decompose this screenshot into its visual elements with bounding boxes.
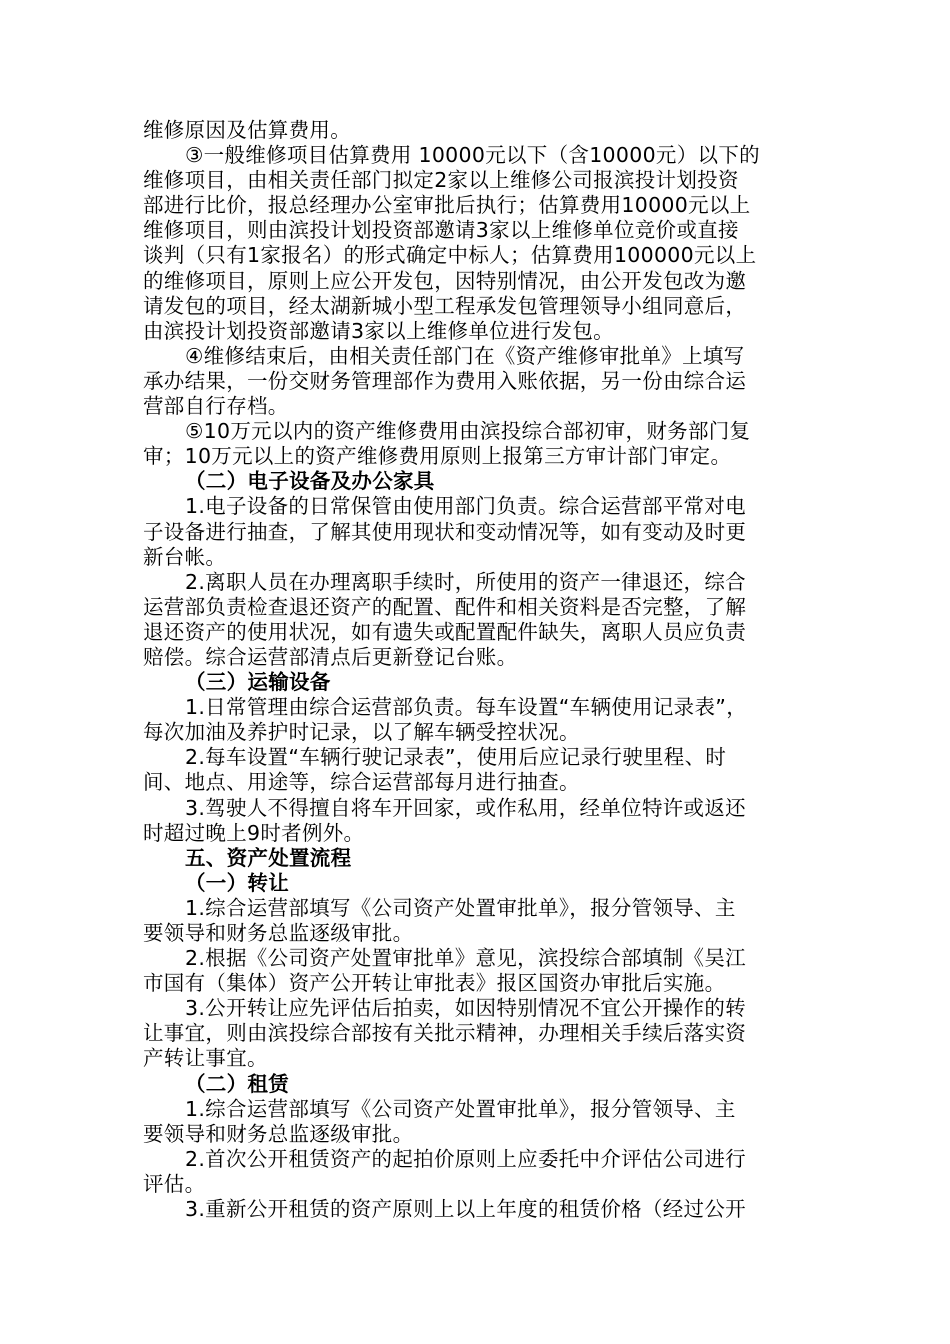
paragraph-line: 2.离职人员在办理离职手续时，所使用的资产一律退还，综合 bbox=[185, 569, 746, 594]
paragraph-line: 2.每车设置“车辆行驶记录表”，使用后应记录行驶里程、时 bbox=[185, 745, 727, 770]
section-heading: 五、资产处置流程 bbox=[185, 845, 352, 870]
paragraph-line: 审；10万元以上的资产维修费用原则上报第三方审计部门审定。 bbox=[143, 444, 732, 469]
paragraph-line: 谈判（只有1家报名）的形式确定中标人；估算费用100000元以上 bbox=[143, 243, 757, 268]
paragraph-line: 请发包的项目，经太湖新城小型工程承发包管理领导小组同意后， bbox=[143, 293, 747, 318]
paragraph-line: 维修原因及估算费用。 bbox=[143, 118, 351, 142]
paragraph-line: 每次加油及养护时记录，以了解车辆受控状况。 bbox=[143, 720, 580, 745]
paragraph-line: 子设备进行抽查，了解其使用现状和变动情况等，如有变动及时更 bbox=[143, 519, 747, 544]
paragraph-line: ③一般维修项目估算费用 10000元以下（含10000元）以下的 bbox=[185, 143, 760, 168]
paragraph-line: 营部自行存档。 bbox=[143, 394, 289, 419]
paragraph-line: 维修项目，则由滨投计划投资部邀请3家以上维修单位竞价或直接 bbox=[143, 218, 739, 243]
paragraph-line: 1.日常管理由综合运营部负责。每车设置“车辆使用记录表”， bbox=[185, 695, 747, 720]
paragraph-line: ④维修结束后，由相关责任部门在《资产维修审批单》上填写 bbox=[185, 343, 745, 368]
paragraph-line: 退还资产的使用状况，如有遗失或配置配件缺失，离职人员应负责 bbox=[143, 619, 747, 644]
paragraph-line: 间、地点、用途等，综合运营部每月进行抽查。 bbox=[143, 770, 580, 795]
paragraph-line: 1.综合运营部填写《公司资产处置审批单》，报分管领导、主 bbox=[185, 1096, 736, 1121]
subsection-heading: （二）租赁 bbox=[185, 1071, 289, 1096]
paragraph-line: 由滨投计划投资部邀请3家以上维修单位进行发包。 bbox=[143, 318, 614, 343]
paragraph-line: 2.首次公开租赁资产的起拍价原则上应委托中介评估公司进行 bbox=[185, 1146, 746, 1171]
paragraph-line: 要领导和财务总监逐级审批。 bbox=[143, 921, 414, 945]
paragraph-line: 时超过晚上9时者例外。 bbox=[143, 820, 365, 845]
paragraph-line: 维修项目，由相关责任部门拟定2家以上维修公司报滨投计划投资 bbox=[143, 168, 739, 193]
subsection-heading: （三）运输设备 bbox=[185, 670, 331, 695]
paragraph-line: 新台帐。 bbox=[143, 544, 227, 569]
subsection-heading: （二）电子设备及办公家具 bbox=[185, 469, 435, 494]
paragraph-line: 运营部负责检查退还资产的配置、配件和相关资料是否完整，了解 bbox=[143, 594, 747, 619]
paragraph-line: 承办结果，一份交财务管理部作为费用入账依据，另一份由综合运 bbox=[143, 368, 747, 393]
paragraph-line: 3.驾驶人不得擅自将车开回家，或作私用，经单位特许或返还 bbox=[185, 795, 746, 820]
paragraph-line: 1.电子设备的日常保管由使用部门负责。综合运营部平常对电 bbox=[185, 494, 746, 519]
paragraph-line: 市国有（集体）资产公开转让审批表》报区国资办审批后实施。 bbox=[143, 971, 726, 996]
paragraph-line: 要领导和财务总监逐级审批。 bbox=[143, 1121, 414, 1146]
paragraph-line: 部进行比价，报总经理办公室审批后执行；估算费用10000元以上 bbox=[143, 193, 751, 218]
paragraph-line: 2.根据《公司资产处置审批单》意见，滨投综合部填制《吴江 bbox=[185, 946, 746, 971]
paragraph-line: 赔偿。综合运营部清点后更新登记台账。 bbox=[143, 644, 518, 669]
paragraph-line: 3.重新公开租赁的资产原则上以上年度的租赁价格（经过公开 bbox=[185, 1197, 746, 1222]
paragraph-line: 的维修项目，原则上应公开发包，因特别情况，由公开发包改为邀 bbox=[143, 268, 747, 293]
paragraph-line: 评估。 bbox=[143, 1171, 206, 1196]
document-page bbox=[143, 118, 813, 1222]
paragraph-line: 1.综合运营部填写《公司资产处置审批单》，报分管领导、主 bbox=[185, 895, 736, 920]
paragraph-line: 产转让事宜。 bbox=[143, 1046, 268, 1071]
paragraph-line: 让事宜，则由滨投综合部按有关批示精神，办理相关手续后落实资 bbox=[143, 1021, 747, 1046]
paragraph-line: 3.公开转让应先评估后拍卖，如因特别情况不宜公开操作的转 bbox=[185, 996, 746, 1021]
subsection-heading: （一）转让 bbox=[185, 870, 289, 895]
paragraph-line: ⑤10万元以内的资产维修费用由滨投综合部初审，财务部门复 bbox=[185, 419, 751, 444]
